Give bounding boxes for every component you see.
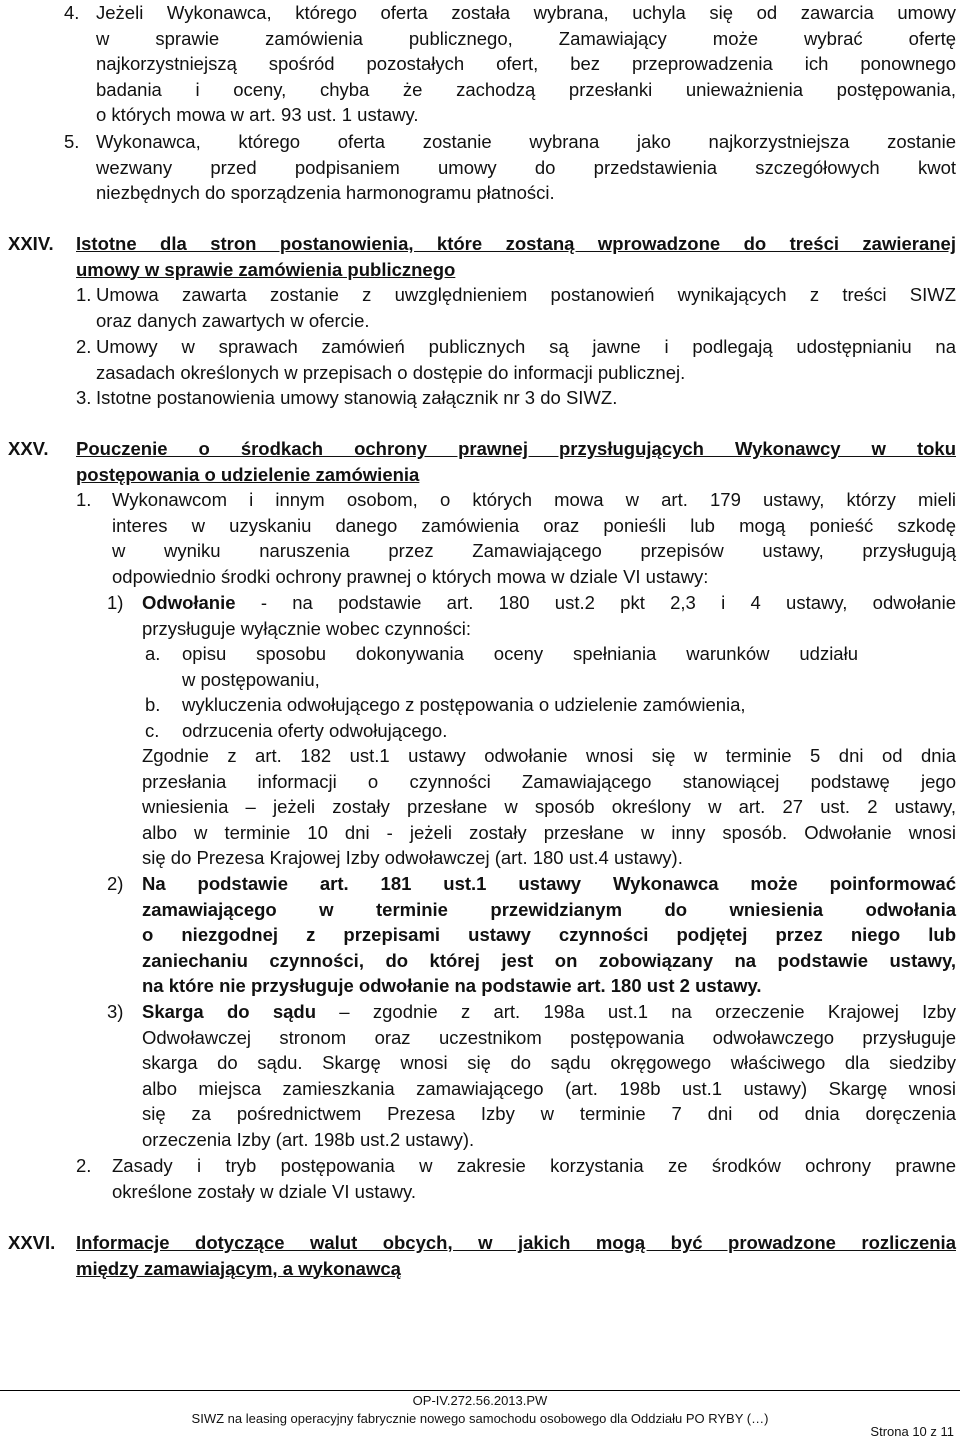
text-line: wniesienia – jeżeli zostały przesłane w sposób określony w art. 27 ust. 2 ustawy, — [142, 796, 956, 817]
text-line: niezbędnych do sporządzenia harmonogramu płatności. — [96, 182, 555, 203]
bold-term: Odwołanie — [142, 592, 236, 613]
sub-sub-item — [182, 641, 858, 692]
section-number: XXVI. — [8, 1232, 56, 1253]
text-line: w postępowaniu, — [182, 668, 320, 690]
text-line: albo miejsca zamieszkania zamawiającego (art. 198b ust.1 ustawy) Skargę wnosi — [142, 1077, 956, 1099]
list-item — [112, 1153, 956, 1204]
text-line: najkorzystniejszą spośród pozostałych ofert, bez przeprowadzenia ich ponownego — [96, 53, 956, 74]
text-line: Jeżeli Wykonawca, którego oferta została wybrana, uchyla się od zawarcia umowy — [96, 2, 956, 23]
sub-sub-item — [182, 692, 882, 718]
page-number: Strona 10 z 11 — [870, 1424, 954, 1439]
text-line: Istotne dla stron postanowienia, które zostaną wprowadzone do treści zawieranej — [76, 233, 956, 254]
item-letter: a. — [145, 643, 161, 664]
text-line: o których mowa w art. 93 ust. 1 ustawy. — [96, 104, 419, 125]
list-item — [96, 334, 956, 385]
bold-term: Skarga do sądu — [142, 1001, 317, 1022]
text-line: wezwany przed podpisaniem umowy do przedstawienia szczegółowych kwot — [96, 156, 956, 178]
text-line: postępowania o udzielenie zamówienia — [76, 463, 420, 485]
text-line: albo w terminie 10 dni - jeżeli zostały przesłane w inny sposób. Odwołanie wnosi — [142, 821, 956, 843]
sub-item-skarga — [142, 999, 956, 1152]
text-line: Wykonawca, którego oferta zostanie wybrana jako najkorzystniejsza zostanie — [96, 131, 956, 152]
text-line: badania i oceny, chyba że zachodzą przesłanki unieważnienia postępowania, — [96, 78, 956, 100]
text-line: Zasady i tryb postępowania w zakresie korzystania ze środków ochrony prawne — [112, 1155, 956, 1176]
text-line: skarga do sądu. Skargę wnosi się do sądu okręgowego właściwego dla siedziby — [142, 1052, 956, 1073]
text-line: opisu sposobu dokonywania oceny spełniania warunków udziału — [182, 643, 858, 664]
text-line: umowy w sprawie zamówienia publicznego — [76, 258, 456, 280]
section-title — [76, 231, 956, 282]
footer-reference: OP-IV.272.56.2013.PW — [412, 1393, 548, 1408]
section-number: XXIV. — [8, 233, 54, 254]
text-line: się do Prezesa Krajowej Izby odwoławczej (art. 180 ust.4 ustawy). — [142, 847, 683, 868]
text-line: Umowa zawarta zostanie z uwzględnieniem postanowień wynikających z treści SIWZ — [96, 284, 956, 305]
section-title — [76, 436, 956, 487]
text-line — [142, 590, 956, 616]
footer-divider — [0, 1390, 960, 1391]
text-line: przesłania informacji o czynności Zamawiającego stanowiącej podstawę jego — [142, 770, 956, 792]
text-line: w sprawie zamówienia publicznego, Zamawiający może wybrać ofertę — [96, 27, 956, 49]
paragraph-zgodnie — [142, 743, 956, 871]
text-line: o niezgodnej z przepisami ustawy czynności podjętej przez niego lub — [142, 924, 956, 945]
text-line — [142, 999, 956, 1025]
item-number: 3) — [107, 1001, 124, 1022]
item-number: 1) — [107, 592, 124, 613]
text-line: określone zostały w dziale VI ustawy. — [112, 1180, 417, 1202]
item-number: 2. — [76, 1155, 92, 1176]
sub-item-odwolanie — [142, 590, 956, 641]
sub-sub-item — [182, 718, 882, 744]
item-number: 2. — [76, 336, 92, 357]
text-line: wykluczenia odwołującego z postępowania o udzielenie zamówienia, — [182, 694, 746, 715]
item-number: 1. — [76, 489, 92, 510]
text-line: Pouczenie o środkach ochrony prawnej przysługujących Wykonawcy w toku — [76, 438, 956, 459]
text-line: się za pośrednictwem Prezesa Izby w terminie 7 dni od dnia doręczenia — [142, 1103, 956, 1124]
text-line: Wykonawcom i innym osobom, o których mowa w art. 179 ustawy, którzy mieli — [112, 489, 956, 510]
text-line: odrzucenia oferty odwołującego. — [182, 720, 448, 741]
item-number: 1. — [76, 284, 92, 305]
text-line: zasadach określonych w przepisach o dostępie do informacji publicznej. — [96, 361, 686, 383]
list-item — [96, 385, 956, 411]
item-number: 3. — [76, 387, 92, 408]
item-letter: c. — [145, 720, 160, 741]
text-line: Istotne postanowienia umowy stanowią załącznik nr 3 do SIWZ. — [96, 387, 618, 408]
text-line: na które nie przysługuje odwołanie na podstawie art. 180 ust 2 ustawy. — [142, 975, 762, 996]
text-line: orzeczenia Izby (art. 198b ust.2 ustawy). — [142, 1128, 475, 1150]
paragraph-5 — [96, 129, 956, 206]
sub-item-poinformowanie — [142, 871, 956, 999]
section-number: XXV. — [8, 438, 49, 459]
text-line: w wyniku naruszenia przez Zamawiającego przepisów ustawy, przysługują — [112, 540, 956, 561]
text-line: interes w uzyskaniu danego zamówienia oraz ponieśli lub mogą ponieść szkodę — [112, 514, 956, 536]
text-line: Informacje dotyczące walut obcych, w jakich mogą być prowadzone rozliczenia — [76, 1232, 956, 1253]
paragraph-4 — [96, 0, 956, 128]
list-item — [96, 282, 956, 333]
item-letter: b. — [145, 694, 161, 715]
item-number: 5. — [64, 131, 80, 152]
list-item — [112, 487, 956, 589]
text-fragment: – zgodnie z art. 198a ust.1 na orzeczenie Krajowej Izby — [316, 1001, 956, 1022]
text-line: Odwoławczej stronom oraz uczestnikom postępowania odwoławczego przysługuje — [142, 1026, 956, 1048]
text-line: Zgodnie z art. 182 ust.1 ustawy odwołanie wnosi się w terminie 5 dni od dnia — [142, 745, 956, 766]
text-line: przysługuje wyłącznie wobec czynności: — [142, 617, 472, 639]
text-line: Na podstawie art. 181 ust.1 ustawy Wykonawca może poinformować — [142, 873, 956, 894]
text-line: zamawiającego w terminie przewidzianym do wniesienia odwołania — [142, 898, 956, 920]
text-fragment: - na podstawie art. 180 ust.2 pkt 2,3 i 4 ustawy, odwołanie — [235, 592, 956, 613]
text-line: oraz danych zawartych w ofercie. — [96, 309, 370, 331]
text-line: między zamawiającym, a wykonawcą — [76, 1257, 401, 1279]
text-line: Umowy w sprawach zamówień publicznych są jawne i podlegają udostępnianiu na — [96, 336, 956, 357]
text-line: zaniechaniu czynności, do której jest on zobowiązany na podstawie ustawy, — [142, 949, 956, 971]
footer-title: SIWZ na leasing operacyjny fabrycznie nowego samochodu osobowego dla Oddziału PO RYBY (…) — [191, 1411, 769, 1426]
text-line: odpowiednio środki ochrony prawnej o których mowa w dziale VI ustawy: — [112, 565, 709, 587]
section-title — [76, 1230, 956, 1281]
item-number: 2) — [107, 873, 124, 894]
item-number: 4. — [64, 2, 80, 23]
